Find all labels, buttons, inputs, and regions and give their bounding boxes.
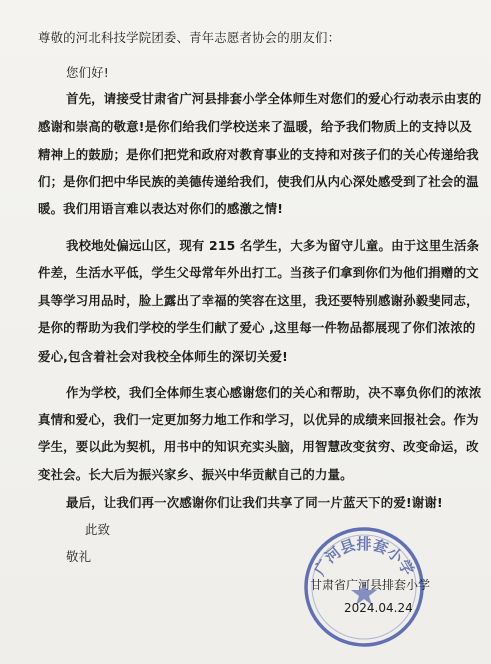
closing-cizhi: 此致 bbox=[85, 522, 111, 537]
paragraph-2-line: 我校地处偏远山区，现有 215 名学生，大多为留守儿童。由于这里生活条 bbox=[66, 238, 480, 253]
paragraph-2-line: 件差，生活水平低，学生父母常年外出打工。当孩子们拿到你们为他们捐赠的文 bbox=[38, 265, 479, 280]
paragraph-3-line: 学生，要以此为契机，用书中的知识充实头脑，用智慧改变贫穷、改变命运，改 bbox=[38, 439, 479, 454]
paragraph-1-line: 们；是你们把中华民族的美德传递给我们，使我们从内心深处感受到了社会的温 bbox=[38, 174, 479, 189]
paragraph-4: 最后，让我们再一次感谢你们让我们共享了同一片蓝天下的爱!谢谢! bbox=[66, 495, 443, 510]
paragraph-2-line: 具等学习用品时，脸上露出了幸福的笑容在这里，我还要特别感谢孙毅斐同志， bbox=[38, 293, 479, 308]
paragraph-3-line: 变社会。长大后为振兴家乡、振兴中华贡献自己的力量。 bbox=[38, 467, 353, 482]
paragraph-1-line: 首先，请接受甘肃省广河县排套小学全体师生对您们的爱心行动表示由衷的 bbox=[66, 91, 482, 106]
closing-jingli: 敬礼 bbox=[66, 549, 92, 564]
paragraph-2-line: 是你的帮助为我们学校的学生们献了爱心 ,这里每一件物品都展现了你们浓浓的 bbox=[38, 320, 476, 335]
paragraph-1-line: 暖。我们用语言难以表达对你们的感激之情! bbox=[38, 201, 284, 216]
svg-text:广河县排套小学: 广河县排套小学 bbox=[310, 535, 418, 579]
letter-greeting: 您们好! bbox=[66, 65, 109, 80]
paragraph-3-line: 作为学校，我们全体师生衷心感谢您们的关心和帮助，决不辜负你们的浓浓 bbox=[66, 385, 482, 400]
paragraph-2-line: 爱心,包含着社会对我校全体师生的深切关爱! bbox=[38, 349, 288, 364]
paragraph-1-line: 感谢和崇高的敬意!是你们给我们学校送来了温暖，给予我们物质上的支持以及 bbox=[38, 119, 472, 134]
letter-salutation: 尊敬的河北科技学院团委、青年志愿者协会的朋友们： bbox=[38, 30, 341, 45]
signature-organization: 甘肃省广河县排套小学 bbox=[310, 578, 431, 592]
signature-date: 2024.04.24 bbox=[344, 601, 413, 615]
paragraph-1-line: 精神上的鼓励；是你们把党和政府对教育事业的支持和对孩子们的关心传递给我 bbox=[38, 147, 479, 162]
paragraph-3-line: 真情和爱心，我们一定更加努力地工作和学习，以优异的成绩来回报社会。作为 bbox=[38, 412, 479, 427]
